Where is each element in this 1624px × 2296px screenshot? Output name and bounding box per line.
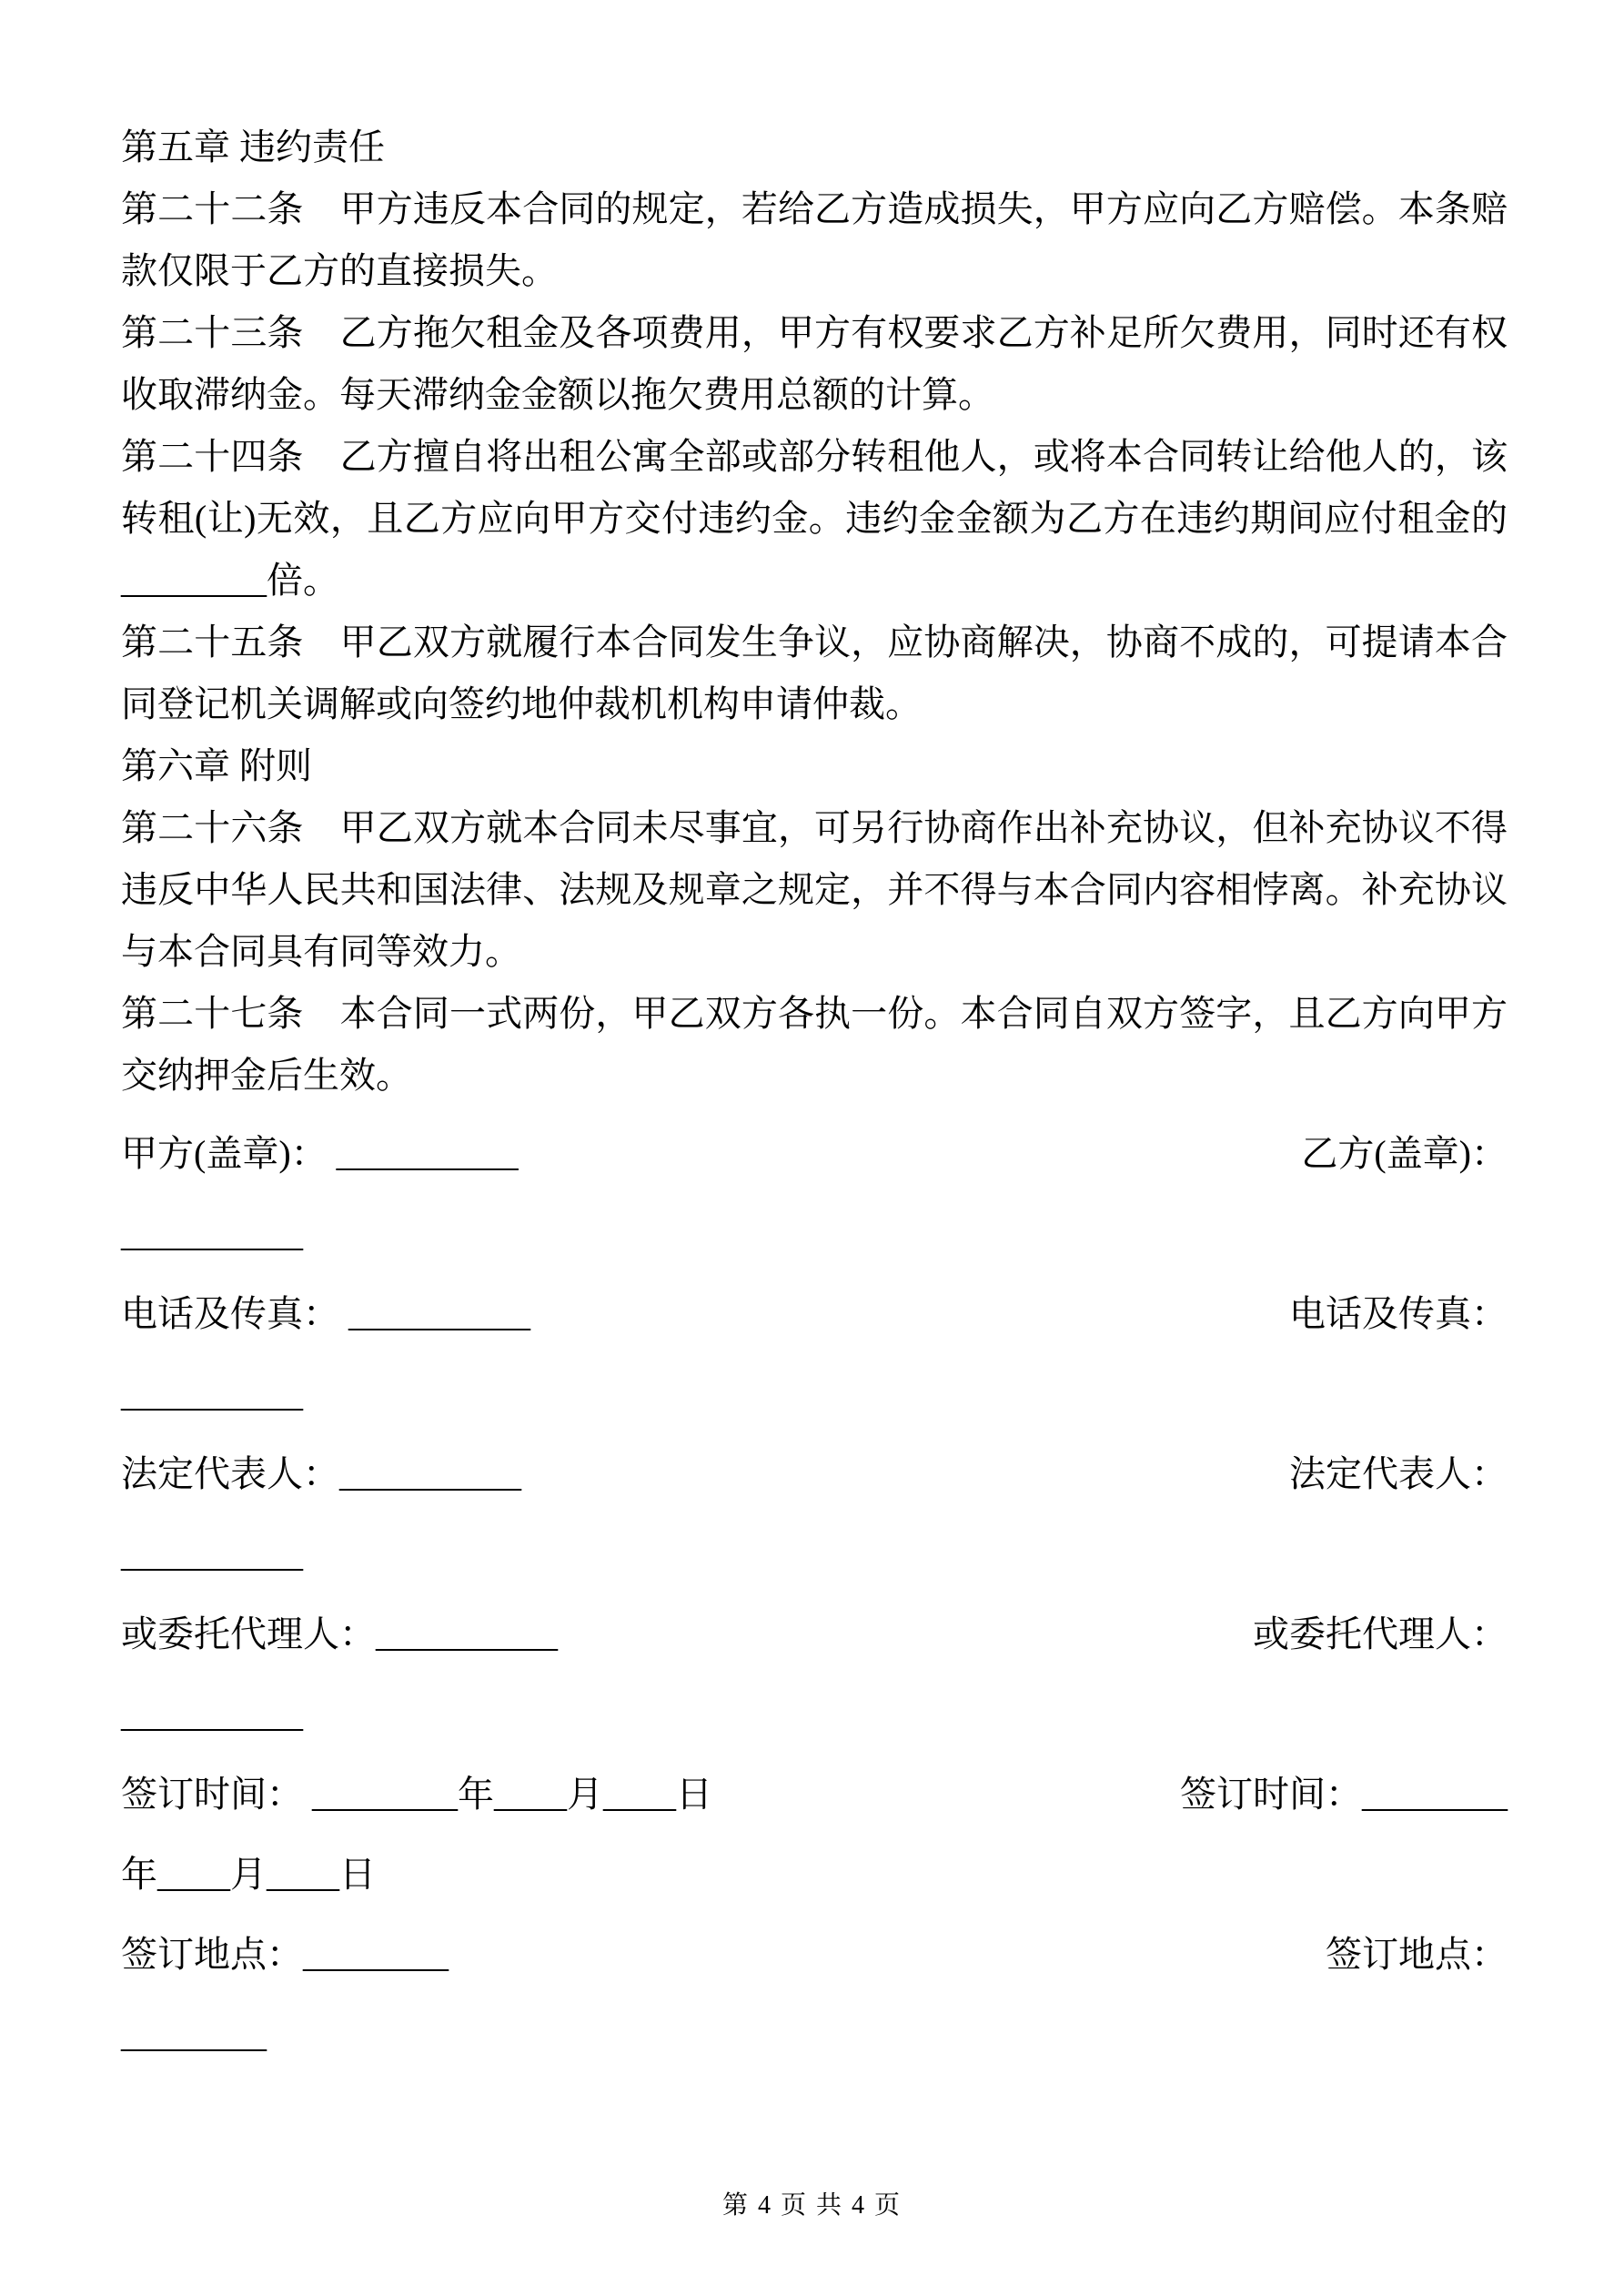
signature-row-legal-rep — [121, 1434, 1508, 1514]
clause-25: 第二十五条 甲乙双方就履行本合同发生争议，应协商解决，协商不成的，可提请本合同登记机关调解或向签约地仲裁机机构申请仲裁。 — [121, 622, 1508, 724]
clause-23: 第二十三条 乙方拖欠租金及各项费用，甲方有权要求乙方补足所欠费用，同时还有权收取滞纳金。每天滞纳金金额以拖欠费用总额的计算。 — [121, 312, 1508, 415]
clause-22: 第二十二条 甲方违反本合同的规定，若给乙方造成损失，甲方应向乙方赔偿。本条赔款仅限于乙方的直接损失。 — [121, 188, 1508, 291]
party-b-seal-blank: __________ — [121, 1213, 303, 1254]
signature-row-seal — [121, 1114, 1508, 1194]
party-b-legal-rep-blank: __________ — [121, 1533, 303, 1574]
clause-26: 第二十六条 甲乙双方就本合同未尽事宜，可另行协商作出补充协议，但补充协议不得违反中华人民共和国法律、法规及规章之规定，并不得与本合同内容相悖离。补充协议与本合同具有同等效力。 — [121, 807, 1508, 972]
party-b-sign-date-label: 签订时间：________ — [1180, 1774, 1508, 1815]
party-b-phone-fax-label: 电话及传真： — [1289, 1293, 1508, 1334]
clause-27: 第二十七条 本合同一式两份，甲乙双方各执一份。本合同自双方签字，且乙方向甲方交纳押金后生效。 — [121, 993, 1508, 1096]
party-b-agent-label: 或委托代理人： — [1253, 1613, 1508, 1654]
party-b-agent-blank: __________ — [121, 1694, 303, 1735]
party-a-agent-label: 或委托代理人：__________ — [121, 1613, 558, 1654]
party-b-phone-fax-blank: __________ — [121, 1373, 303, 1414]
signature-row-agent — [121, 1594, 1508, 1674]
signature-row-sign-date — [121, 1755, 1508, 1835]
signature-row-phone-fax — [121, 1274, 1508, 1354]
party-a-legal-rep-label: 法定代表人：__________ — [121, 1453, 521, 1494]
party-b-sign-place-blank: ________ — [121, 2014, 267, 2055]
signature-row-sign-place — [121, 1915, 1508, 1995]
party-b-legal-rep-label: 法定代表人： — [1289, 1453, 1508, 1494]
party-b-sign-date-wrap: 年____月____日 — [121, 1854, 376, 1895]
chapter-6-heading: 第六章 附则 — [121, 745, 312, 786]
party-a-sign-place-label: 签订地点：________ — [121, 1934, 449, 1975]
party-b-sign-place-label: 签订地点： — [1326, 1934, 1508, 1975]
party-a-seal-label: 甲方(盖章)： __________ — [121, 1133, 519, 1174]
clause-24: 第二十四条 乙方擅自将出租公寓全部或部分转租他人，或将本合同转让给他人的，该转租(让)无效，且乙方应向甲方交付违约金。违约金金额为乙方在违约期间应付租金的________倍。 — [121, 436, 1508, 601]
party-b-seal-label: 乙方(盖章)： — [1301, 1133, 1508, 1174]
page-number: 第 4 页 共 4 页 — [721, 2191, 902, 2220]
chapter-5-heading: 第五章 违约责任 — [121, 126, 385, 167]
party-a-sign-date-label: 签订时间： ________年____月____日 — [121, 1774, 712, 1815]
signature-section — [121, 1114, 1508, 2075]
party-a-phone-fax-label: 电话及传真： __________ — [121, 1293, 530, 1334]
document-body — [121, 116, 1508, 2075]
